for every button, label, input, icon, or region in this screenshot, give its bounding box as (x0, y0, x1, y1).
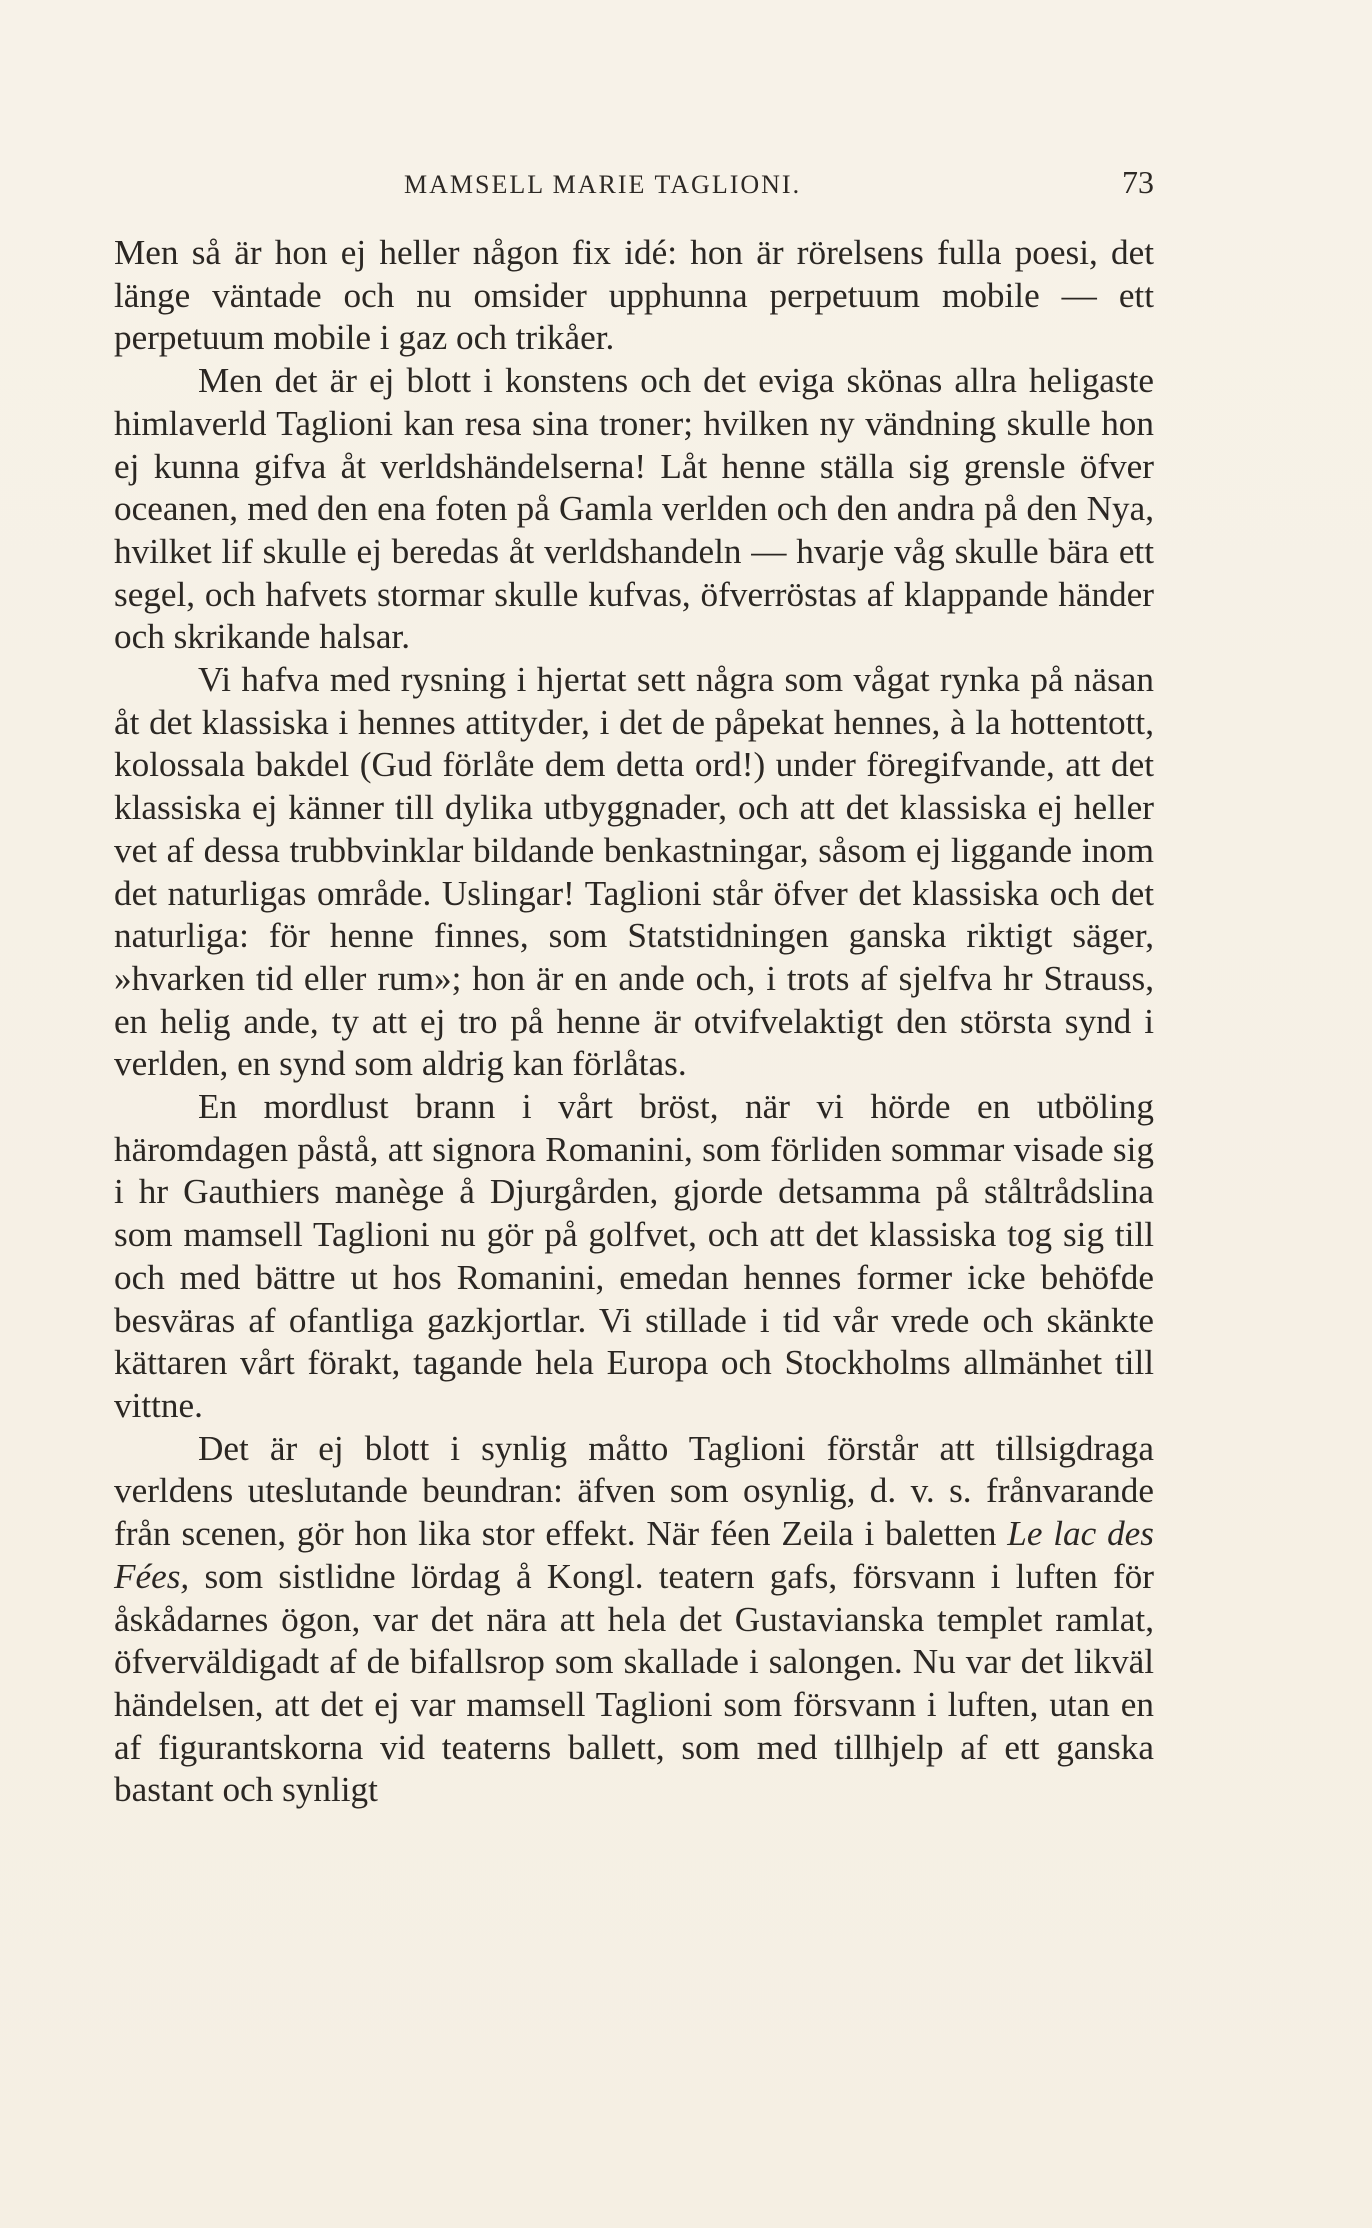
paragraph (114, 659, 1154, 1086)
paragraph (114, 360, 1154, 659)
paragraph-text: En mordlust brann i vårt bröst, när vi hörde en utböling häromdagen påstå, att signora Romanini, som förliden sommar visade sig i hr Gauthiers manège å Djurgården, gjorde detsamma på ståltrådslina som mamsell Taglioni nu gör på golfvet, och att det klassiska tog sig till och med bättre ut hos Romanini, emedan hennes former icke behöfde besväras af ofantliga gazkjortlar. Vi stillade i tid vår vrede och skänkte kättaren vårt förakt, tagande hela Europa och Stockholms allmänhet till vittne. (114, 1087, 1154, 1425)
body-text (114, 232, 1154, 1812)
running-head: MAMSELL MARIE TAGLIONI. (404, 170, 802, 199)
ballet-title: Le lac des Fées, (114, 1514, 1154, 1596)
paragraph (114, 1428, 1154, 1812)
paragraph-text: Vi hafva med rysning i hjertat sett några som vågat rynka på näsan åt det klassiska i hennes attityder, i det de påpekat hennes, à la hottentott, kolossala bakdel (Gud förlåte dem detta ord!) under föregifvande, att det klassiska ej känner till dylika utbyggnader, och att det klassiska ej heller vet af dessa trubbvinklar bildande benkastningar, såsom ej liggande inom det naturligas område. Uslingar! Taglioni står öfver det klassiska och det naturliga: för henne finnes, som Statstidningen ganska riktigt säger, »hvarken tid eller rum»; hon är en ande och, i trots af sjelfva hr Strauss, en helig ande, ty att ej tro på henne är otvifvelaktigt den största synd i verlden, en synd som aldrig kan förlåtas. (114, 660, 1154, 1084)
paragraph (114, 1086, 1154, 1428)
paragraph-text: Men det är ej blott i konstens och det eviga skönas allra heligaste himlaverld Taglioni kan resa sina troner; hvilken ny vändning skulle hon ej kunna gifva åt verldshändelserna! Låt henne ställa sig grensle öfver oceanen, med den ena foten på Gamla verlden och den andra på den Nya, hvilket lif skulle ej beredas åt verldshandeln — hvarje våg skulle bära ett segel, och hafvets stormar skulle kufvas, öfverröstas af klappande händer och skrikande halsar. (114, 361, 1154, 657)
page-header (114, 164, 1154, 204)
page-number: 73 (1122, 164, 1154, 200)
paragraph-text: som sistlidne lördag å Kongl. teatern gafs, försvann i luften för åskådarnes ögon, var det nära att hela det Gustavianska templet ramlat, öfverväldigadt af de bifallsrop som skallade i salongen. Nu var det likväl händelsen, att det ej var mamsell Taglioni som försvann i luften, utan en af figurantskorna vid teaterns ballett, som med tillhjelp af ett ganska bastant och synligt (114, 1556, 1154, 1810)
paragraph-text: Men så är hon ej heller någon fix idé: hon är rörelsens fulla poesi, det länge väntade och nu omsider upphunna perpetuum mobile — ett perpetuum mobile i gaz och trikåer. (114, 233, 1154, 358)
paragraph-text: Det är ej blott i synlig måtto Taglioni förstår att tillsigdraga verldens uteslutande beundran: äfven som osynlig, d. v. s. frånvarande från scenen, gör hon lika stor effekt. När féen Zeila i baletten (114, 1428, 1154, 1554)
paragraph (114, 232, 1154, 360)
